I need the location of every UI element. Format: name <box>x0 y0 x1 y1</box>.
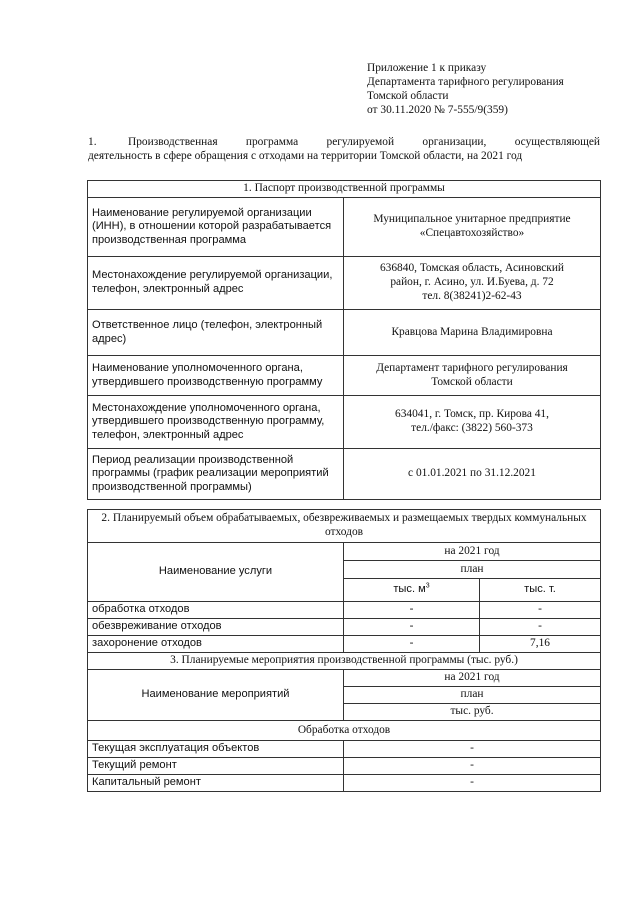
passport-value <box>344 310 601 356</box>
value-line: Департамент тарифного регулирования <box>376 361 568 374</box>
service-name: обработка отходов <box>88 602 344 619</box>
unit-cubic-header <box>344 579 480 602</box>
intro-text-1: Производственная программа регулируемой организации, осуществляющей <box>128 136 600 148</box>
measures-section-title: Обработка отходов <box>88 721 601 741</box>
volume-cubic-value: - <box>344 602 480 619</box>
intro-line-2: деятельность в сфере обращения с отходами на территории Томской области, на 2021 год <box>88 149 523 162</box>
volume-plan-header: план <box>344 561 601 579</box>
value-line: Муниципальное унитарное предприятие <box>373 213 571 226</box>
measure-name: Текущая эксплуатация объектов <box>88 741 344 758</box>
measure-value: - <box>344 758 601 775</box>
volume-year-header: на 2021 год <box>344 543 601 561</box>
table-row <box>88 741 601 758</box>
value-line: 634041, г. Томск, пр. Кирова 41, <box>395 408 549 421</box>
value-line: Кравцова Марина Владимировна <box>391 325 553 338</box>
passport-label: Наименование уполномоченного органа, утвердившего производственную программу <box>88 356 344 396</box>
passport-value <box>344 396 601 449</box>
volume-cubic-value: - <box>344 636 480 653</box>
measure-value: - <box>344 775 601 792</box>
value-line: с 01.01.2021 по 31.12.2021 <box>408 467 536 480</box>
value-line: «Спецавтохозяйство» <box>419 227 525 239</box>
measures-plan-header: план <box>344 687 601 704</box>
unit-cubic-text: тыс. м <box>393 583 426 596</box>
value-line: тел./факс: (3822) 560-373 <box>411 422 533 434</box>
table-row <box>88 602 601 619</box>
measures-name-header: Наименование мероприятий <box>88 670 344 721</box>
measure-name: Текущий ремонт <box>88 758 344 775</box>
passport-value <box>344 198 601 257</box>
unit-cubic-exponent: 3 <box>425 582 430 590</box>
passport-value <box>344 449 601 500</box>
measures-unit-header: тыс. руб. <box>344 704 601 721</box>
volume-title: 2. Планируемый объем обрабатываемых, обезвреживаемых и размещаемых твердых коммунальных отходов <box>88 510 601 543</box>
table-row <box>88 775 601 792</box>
service-name: обезвреживание отходов <box>88 619 344 636</box>
passport-label: Ответственное лицо (телефон, электронный адрес) <box>88 310 344 356</box>
measure-name: Капитальный ремонт <box>88 775 344 792</box>
service-name-header: Наименование услуги <box>88 543 344 602</box>
passport-label: Местонахождение регулируемой организации, телефон, электронный адрес <box>88 257 344 310</box>
passport-title: 1. Паспорт производственной программы <box>88 181 601 198</box>
volume-cubic-value: - <box>344 619 480 636</box>
passport-label: Период реализации производственной программы (график реализации мероприятий производственной программы) <box>88 449 344 500</box>
measures-year-header: на 2021 год <box>344 670 601 687</box>
intro-line-1 <box>88 136 600 150</box>
department-line: Департамента тарифного регулирования <box>367 75 564 88</box>
value-line: Томской области <box>431 375 513 388</box>
volume-tonnes-value: 7,16 <box>480 636 601 653</box>
volume-tonnes-value: - <box>480 619 601 636</box>
passport-value <box>344 356 601 396</box>
table-row <box>88 758 601 775</box>
measures-title: 3. Планируемые мероприятия производственной программы (тыс. руб.) <box>88 653 601 670</box>
value-line: 636840, Томская область, Асиновский <box>379 262 565 275</box>
order-date-number: от 30.11.2020 № 7-555/9(359) <box>367 103 508 116</box>
unit-tonnes-header: тыс. т. <box>480 579 601 602</box>
passport-table <box>87 180 601 500</box>
value-line: район, г. Асино, ул. И.Буева, д. 72 <box>390 276 554 289</box>
order-appendix-header <box>367 62 617 118</box>
value-line: тел. 8(38241)2-62-43 <box>422 289 522 302</box>
table-row <box>88 619 601 636</box>
region-line: Томской области <box>367 89 449 102</box>
volume-and-measures-table <box>87 509 601 792</box>
appendix-line: Приложение 1 к приказу <box>367 62 487 74</box>
measure-value: - <box>344 741 601 758</box>
table-row <box>88 636 601 653</box>
program-intro <box>88 136 600 164</box>
volume-tonnes-value: - <box>480 602 601 619</box>
section-number: 1. <box>88 136 97 148</box>
passport-value <box>344 257 601 310</box>
passport-label: Местонахождение уполномоченного органа, утвердившего производственную программу, телефон, электронный адрес <box>88 396 344 449</box>
service-name: захоронение отходов <box>88 636 344 653</box>
passport-label: Наименование регулируемой организации (ИНН), в отношении которой разрабатывается производственная программа <box>88 198 344 257</box>
